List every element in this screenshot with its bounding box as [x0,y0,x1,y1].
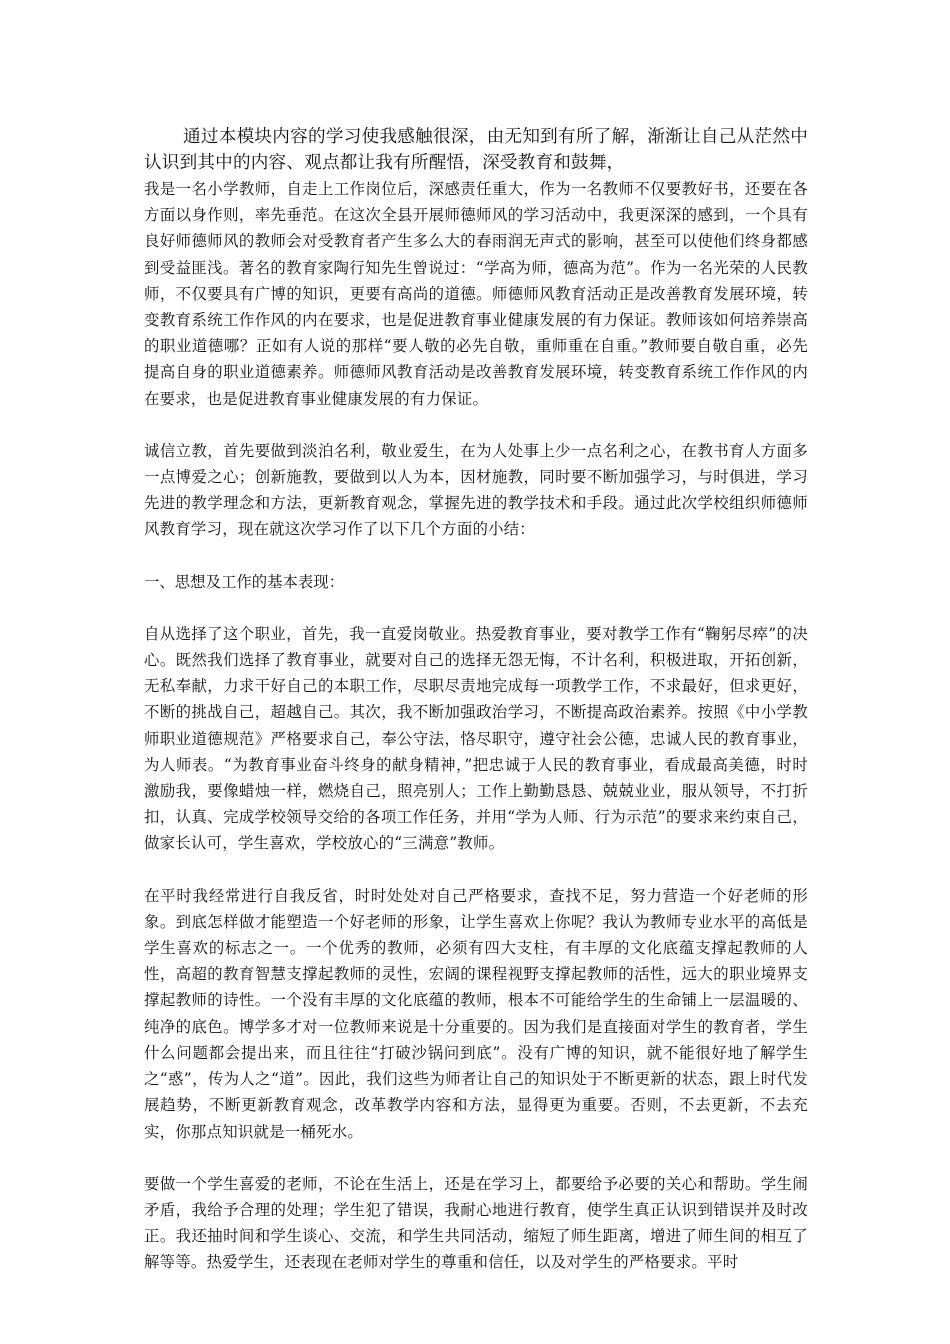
document-page [144,124,808,1276]
paragraph-1: 我是一名小学教师，自走上工作岗位后，深感责任重大，作为一名教师不仅要教好书，还要在各方面以身作则，率先垂范。在这次全县开展师德师风的学习活动中，我更深深的感到，一个具有良好师德师风的教师会对受教育者产生多么大的春雨润无声式的影响，甚至可以使他们终身都感到受益匪浅。著名的教育家陶行知先生曾说过：“学高为师，德高为范”。作为一名光荣的人民教师，不仅要具有广博的知识，更要有高尚的道德。师德师风教育活动正是改善教育发展环境，转变教育系统工作作风的内在要求，也是促进教育事业健康发展的有力保证。教师该如何培养崇高的职业道德哪？正如有人说的那样“要人敬的必先自敬，重师重在自重。”教师要自敬自重，必先提高自身的职业道德素养。师德师风教育活动是改善教育发展环境，转变教育系统工作作风的内在要求，也是促进教育事业健康发展的有力保证。 [144,180,808,408]
paragraph-2: 诚信立教，首先要做到淡泊名利，敬业爱生，在为人处事上少一点名利之心，在教书育人方面多一点博爱之心；创新施教，要做到以人为本，因材施教，同时要不断加强学习，与时俱进，学习先进的教学理念和方法，更新教育观念，掌握先进的教学技术和手段。通过此次学校组织师德师风教育学习，现在就这次学习作了以下几个方面的小结： [144,441,808,539]
section-heading: 一、思想及工作的基本表现： [144,572,345,591]
intro-paragraph: 通过本模块内容的学习使我感触很深，由无知到有所了解，渐渐让自己从茫然中认识到其中的内容、观点都让我有所醒悟，深受教育和鼓舞， [144,127,808,173]
paragraph-4: 在平时我经常进行自我反省，时时处处对自己严格要求，查找不足，努力营造一个好老师的形象。到底怎样做才能塑造一个好老师的形象，让学生喜欢上你呢？我认为教师专业水平的高低是学生喜欢的标志之一。一个优秀的教师，必须有四大支柱，有丰厚的文化底蕴支撑起教师的人性，高超的教育智慧支撑起教师的灵性，宏阔的课程视野支撑起教师的活性，远大的职业境界支撑起教师的诗性。一个没有丰厚的文化底蕴的教师，根本不可能给学生的生命铺上一层温暖的、纯净的底色。博学多才对一位教师来说是十分重要的。因为我们是直接面对学生的教育者，学生什么问题都会提出来，而且往往“打破沙锅问到底”。没有广博的知识，就不能很好地了解学生之“惑”，传为人之“道”。因此，我们这些为师者让自己的知识处于不断更新的状态，跟上时代发展趋势，不断更新教育观念，改革教学内容和方法，显得更为重要。否则，不去更新，不去充实，你那点知识就是一桶死水。 [144,886,808,1141]
paragraph-gap [144,1145,808,1171]
paragraph-gap [144,412,808,438]
paragraph-5: 要做一个学生喜爱的老师，不论在生活上，还是在学习上，都要给予必要的关心和帮助。学生闹矛盾，我给予合理的处理；学生犯了错误，我耐心地进行教育，使学生真正认识到错误并及时改正。我还抽时间和学生谈心、交流，和学生共同活动，缩短了师生距离，增进了师生间的相互了解等等。热爱学生，还表现在老师对学生的尊重和信任，以及对学生的严格要求。平时 [144,1174,808,1272]
paragraph-3: 自从选择了这个职业，首先，我一直爱岗敬业。热爱教育事业，要对教学工作有“鞠躬尽瘁”的决心。既然我们选择了教育事业，就要对自己的选择无怨无悔，不计名利，积极进取，开拓创新，无私奉献，力求干好自己的本职工作，尽职尽责地完成每一项教学工作，不求最好，但求更好，不断的挑战自己，超越自己。其次，我不断加强政治学习，不断提高政治素养。按照《中小学教师职业道德规范》严格要求自己，奉公守法，恪尽职守，遵守社会公德，忠诚人民的教育事业，为人师表。“为教育事业奋斗终身的献身精神，”把忠诚于人民的教育事业，看成最高美德，时时激励我，要像蜡烛一样，燃烧自己，照亮别人；工作上勤勤恳恳、兢兢业业，服从领导，不打折扣，认真、完成学校领导交给的各项工作任务，并用“学为人师、行为示范”的要求来约束自己，做家长认可，学生喜欢，学校放心的“三满意”教师。 [144,624,808,853]
paragraph-gap [144,857,808,883]
paragraph-gap [144,543,808,569]
paragraph-gap [144,595,808,621]
